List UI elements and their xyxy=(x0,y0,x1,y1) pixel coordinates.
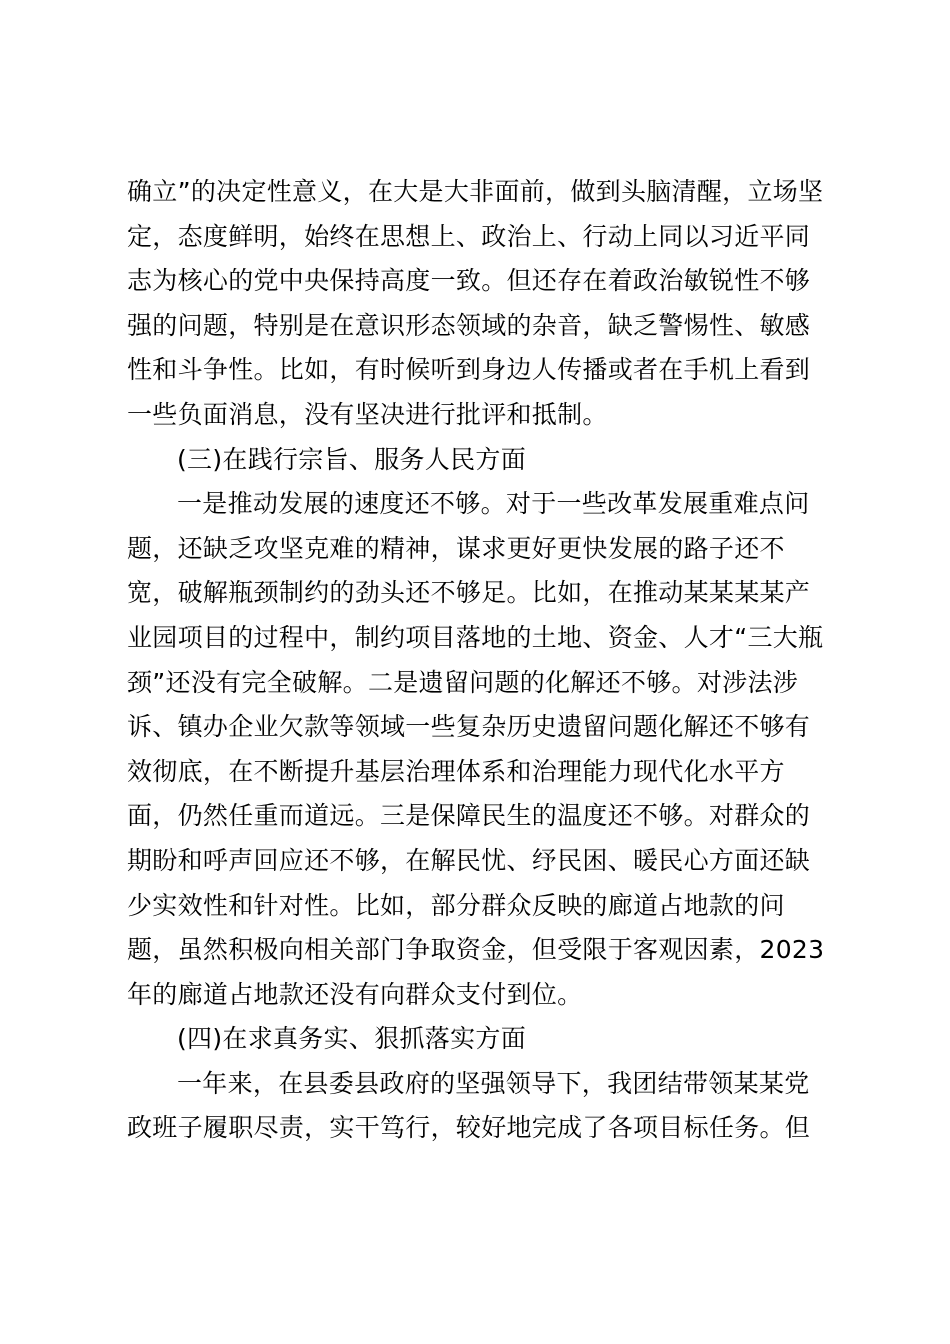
text-line: 诉、镇办企业欠款等领域一些复杂历史遗留问题化解还不够有 xyxy=(127,712,811,742)
text-line: 定，态度鲜明，始终在思想上、政治上、行动上同以习近平同 xyxy=(127,221,811,251)
text-line: 政班子履职尽责，实干笃行，较好地完成了各项目标任务。但 xyxy=(127,1113,811,1143)
text-line: 一些负面消息，没有坚决进行批评和抵制。 xyxy=(127,399,608,429)
text-line: 确立”的决定性意义，在大是大非面前，做到头脑清醒，立场坚 xyxy=(127,177,824,206)
text-line: 面，仍然任重而道远。三是保障民生的温度还不够。对群众的 xyxy=(127,801,811,831)
paragraph-start: 一是推动发展的速度还不够。对于一些改革发展重难点问 xyxy=(177,489,810,519)
text-line: 志为核心的党中央保持高度一致。但还存在着政治敏锐性不够 xyxy=(127,266,811,296)
text-line: 强的问题，特别是在意识形态领域的杂音，缺乏警惕性、敏感 xyxy=(127,310,811,340)
text-line: 年的廊道占地款还没有向群众支付到位。 xyxy=(127,979,583,1009)
text-line: 性和斗争性。比如，有时候听到身边人传播或者在手机上看到 xyxy=(127,355,811,385)
text-line: 题，还缺乏攻坚克难的精神，谋求更好更快发展的路子还不 xyxy=(127,533,785,563)
text-line: 题，虽然积极向相关部门争取资金，但受限于客观因素，2023 xyxy=(127,935,825,965)
text-line: 宽，破解瓶颈制约的劲头还不够足。比如，在推动某某某某产 xyxy=(127,578,811,608)
text-line: 颈”还没有完全破解。二是遗留问题的化解还不够。对涉法涉 xyxy=(127,667,799,697)
paragraph-start: 一年来，在县委县政府的坚强领导下，我团结带领某某党 xyxy=(177,1068,810,1098)
text-line: 业园项目的过程中，制约项目落地的土地、资金、人才“三大瓶 xyxy=(127,622,824,652)
text-line: 期盼和呼声回应还不够，在解民忧、纾民困、暖民心方面还缺 xyxy=(127,845,811,875)
body-text xyxy=(127,170,837,1151)
text-line: 少实效性和针对性。比如，部分群众反映的廊道占地款的问 xyxy=(127,890,785,920)
text-line: 效彻底，在不断提升基层治理体系和治理能力现代化水平方 xyxy=(127,756,785,786)
section-heading: (三)在践行宗旨、服务人民方面 xyxy=(177,444,527,474)
section-heading: (四)在求真务实、狠抓落实方面 xyxy=(177,1024,527,1054)
